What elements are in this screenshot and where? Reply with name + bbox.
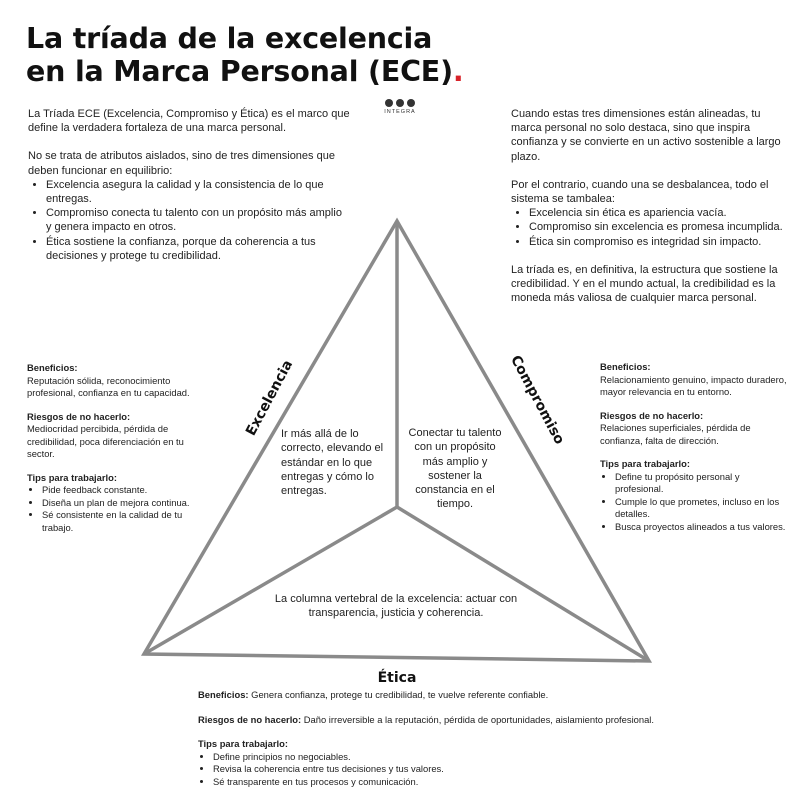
risks-heading: Riesgos de no hacerlo: (198, 713, 302, 725)
list-item: • Sé consistente en la calidad de tu trabajo. (42, 509, 192, 534)
etica-definition: La columna vertebral de la excelencia: actuar con transparencia, justicia y coherencia. (274, 593, 518, 620)
excelencia-label: Excelencia (243, 357, 297, 439)
tips-heading: Tips para trabajarlo: (27, 471, 117, 483)
risks-heading: Riesgos de no hacerlo: (27, 410, 131, 422)
benefits-heading: Beneficios: (600, 361, 651, 372)
title-line-1: La tríada de la excelencia (26, 22, 433, 55)
intro-left-paragraph-1: La Tríada ECE (Excelencia, Compromiso y Ética) es el marco que define la verdadera fortaleza de una marca personal. (28, 108, 350, 135)
risks-text: Mediocridad percibida, pérdida de credibilidad, poca diferenciación en tu sector. (27, 423, 184, 459)
risks-text: Daño irreversible a la reputación, pérdida de oportunidades, aislamiento profesional. (303, 713, 654, 725)
list-item: • Excelencia sin ética es apariencia vacía. (529, 206, 787, 220)
tips-list (198, 751, 758, 789)
list-item: • Ética sin compromiso es integridad sin impacto. (529, 235, 787, 249)
benefits-text: Reputación sólida, reconocimiento profesional, confianza en tu capacidad. (27, 374, 190, 398)
intro-right-paragraph-3: La tríada es, en definitiva, la estructura que sostiene la credibilidad. Y en el mundo actual, la credibilidad es la moneda más valiosa de cualquier marca personal. (511, 263, 778, 305)
benefits-text: Relacionamiento genuino, impacto duradero, mayor relevancia en tu entorno. (600, 373, 787, 397)
benefits-heading: Beneficios: (27, 362, 78, 373)
list-item: • Diseña un plan de mejora continua. (42, 497, 192, 510)
intro-left-paragraph-2: No se trata de atributos aislados, sino de tres dimensiones que deben funcionar en equilibrio: (28, 150, 335, 177)
tips-heading: Tips para trabajarlo: (600, 458, 690, 469)
etica-label: Ética (377, 670, 417, 686)
excelencia-details (27, 362, 192, 534)
title-line-2: en la Marca Personal (ECE) (26, 55, 453, 88)
list-item: • Excelencia asegura la calidad y la consistencia de lo que entregas. (46, 178, 350, 206)
compromiso-label: Compromiso (507, 352, 568, 448)
list-item: • Compromiso sin excelencia es promesa incumplida. (529, 220, 787, 234)
excelencia-definition: Ir más allá de lo correcto, elevando el estándar en lo que entregas y cómo lo entregas. (281, 428, 384, 498)
list-item: • Pide feedback constante. (42, 484, 192, 497)
list-item: • Define tu propósito personal y profesional. (615, 471, 790, 496)
list-item: • Cumple lo que prometes, incluso en los detalles. (615, 496, 790, 521)
risks-text: Relaciones superficiales, pérdida de confianza, falta de dirección. (600, 422, 751, 446)
etica-details (198, 689, 758, 788)
list-item: • Compromiso conecta tu talento con un propósito más amplio y genera impacto en otros. (46, 206, 350, 234)
list-item: • Define principios no negociables. (213, 751, 758, 764)
tips-list (27, 484, 192, 534)
intro-right-paragraph-2: Por el contrario, cuando una se desbalancea, todo el sistema se tambalea: (511, 178, 769, 206)
benefits-text: Genera confianza, protege tu credibilidad, te vuelve referente confiable. (251, 689, 549, 700)
title-accent-dot: . (452, 55, 464, 88)
list-item: • Revisa la coherencia entre tus decisiones y tus valores. (213, 763, 758, 776)
benefits-heading: Beneficios: (198, 689, 249, 700)
tips-list (600, 471, 790, 534)
tips-heading: Tips para trabajarlo: (198, 738, 288, 749)
list-item: • Sé transparente en tus procesos y comunicación. (213, 776, 758, 789)
compromiso-details (600, 361, 790, 533)
list-item: • Busca proyectos alineados a tus valores. (615, 521, 790, 534)
intro-right-paragraph-1: Cuando estas tres dimensiones están alineadas, tu marca personal no solo destaca, sino que inspira confianza y se convierte en un activo sostenible a largo plazo. (511, 108, 781, 163)
compromiso-definition: Conectar tu talento con un propósito más amplio y sostener la constancia en el tiempo. (408, 427, 502, 511)
list-item: • Ética sostiene la confianza, porque da coherencia a tus decisiones y protege tu credibilidad. (46, 235, 350, 263)
risks-heading: Riesgos de no hacerlo: (600, 409, 704, 421)
logo-wordmark: INTEGRA (384, 109, 416, 115)
